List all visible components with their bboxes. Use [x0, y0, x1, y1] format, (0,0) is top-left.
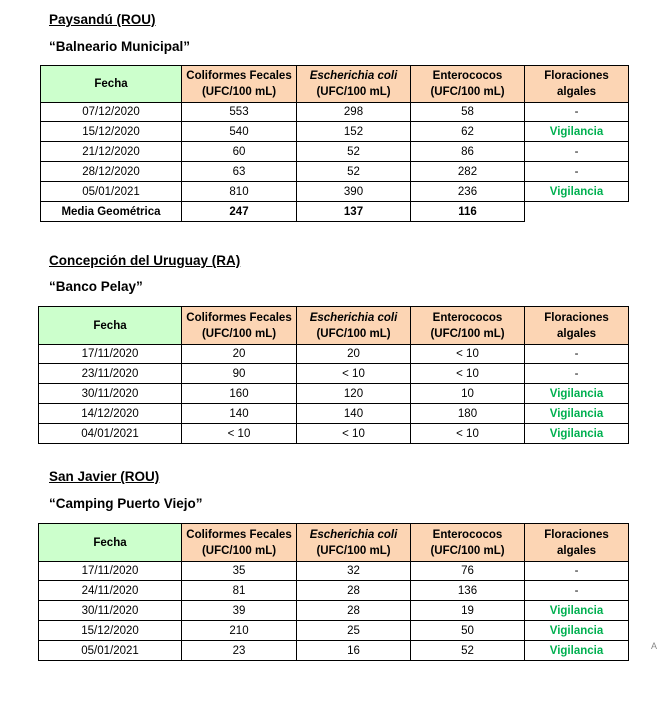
site-heading: “Banco Pelay”	[49, 279, 143, 294]
table-row	[39, 424, 629, 444]
mean-empty-cell	[525, 202, 629, 222]
table-row	[39, 581, 629, 601]
cell-fecha: 21/12/2020	[41, 142, 182, 162]
cell-fecha: 17/11/2020	[39, 345, 182, 364]
cell-enterococos: 52	[411, 641, 525, 661]
cell-enterococos: < 10	[411, 364, 525, 384]
cell-enterococos: < 10	[411, 424, 525, 444]
cell-fecha: 07/12/2020	[41, 103, 182, 122]
cell-floraciones: Vigilancia	[525, 404, 629, 424]
col-header-ecoli: Escherichia coli (UFC/100 mL)	[297, 524, 411, 562]
cell-coliformes: 63	[182, 162, 297, 182]
cell-floraciones: Vigilancia	[525, 384, 629, 404]
cell-floraciones: -	[525, 562, 629, 581]
cell-enterococos: 19	[411, 601, 525, 621]
table-row	[39, 562, 629, 581]
table-row	[41, 162, 629, 182]
cell-coliformes: < 10	[182, 424, 297, 444]
cell-coliformes: 35	[182, 562, 297, 581]
col-header-enterococos: Enterococos (UFC/100 mL)	[411, 66, 525, 103]
cell-enterococos: 282	[411, 162, 525, 182]
cell-floraciones: -	[525, 364, 629, 384]
cell-floraciones: Vigilancia	[525, 621, 629, 641]
cell-fecha: 17/11/2020	[39, 562, 182, 581]
table-row	[39, 384, 629, 404]
geometric-mean-row	[41, 202, 629, 222]
col-header-coliformes: Coliformes Fecales (UFC/100 mL)	[182, 307, 297, 345]
cell-coliformes: 140	[182, 404, 297, 424]
cell-fecha: 05/01/2021	[41, 182, 182, 202]
cell-ecoli: 140	[297, 404, 411, 424]
cell-enterococos: 236	[411, 182, 525, 202]
col-header-coliformes: Coliformes Fecales (UFC/100 mL)	[182, 524, 297, 562]
cell-ecoli: 52	[297, 162, 411, 182]
cell-coliformes: 39	[182, 601, 297, 621]
cell-enterococos: 180	[411, 404, 525, 424]
site-heading: “Camping Puerto Viejo”	[49, 496, 203, 511]
water-quality-table	[40, 65, 629, 222]
cell-floraciones: -	[525, 103, 629, 122]
cell-fecha: 14/12/2020	[39, 404, 182, 424]
cell-enterococos: < 10	[411, 345, 525, 364]
cell-fecha: 15/12/2020	[41, 122, 182, 142]
cell-ecoli: 16	[297, 641, 411, 661]
cell-enterococos: 76	[411, 562, 525, 581]
col-header-fecha: Fecha	[39, 524, 182, 562]
table-row	[39, 641, 629, 661]
cell-fecha: 24/11/2020	[39, 581, 182, 601]
col-header-floraciones: Floraciones algales	[525, 66, 629, 103]
location-heading: Concepción del Uruguay (RA)	[49, 253, 241, 268]
mean-ecoli: 137	[297, 202, 411, 222]
edge-glyph: A	[651, 641, 657, 651]
table-row	[41, 122, 629, 142]
cell-enterococos: 58	[411, 103, 525, 122]
cell-coliformes: 810	[182, 182, 297, 202]
table-header-row	[41, 66, 629, 103]
water-quality-table	[38, 306, 629, 444]
col-header-floraciones: Floraciones algales	[525, 524, 629, 562]
col-header-floraciones: Floraciones algales	[525, 307, 629, 345]
cell-ecoli: 25	[297, 621, 411, 641]
site-heading: “Balneario Municipal”	[49, 39, 191, 54]
cell-coliformes: 90	[182, 364, 297, 384]
location-heading: San Javier (ROU)	[49, 469, 160, 484]
cell-coliformes: 20	[182, 345, 297, 364]
cell-enterococos: 86	[411, 142, 525, 162]
table-row	[41, 103, 629, 122]
cell-floraciones: Vigilancia	[525, 182, 629, 202]
mean-label: Media Geométrica	[41, 202, 182, 222]
cell-coliformes: 160	[182, 384, 297, 404]
cell-floraciones: -	[525, 142, 629, 162]
cell-coliformes: 23	[182, 641, 297, 661]
cell-ecoli: 28	[297, 581, 411, 601]
table-header-row	[39, 307, 629, 345]
location-heading: Paysandú (ROU)	[49, 12, 156, 27]
water-quality-table	[38, 523, 629, 661]
cell-floraciones: -	[525, 162, 629, 182]
cell-ecoli: 298	[297, 103, 411, 122]
cell-floraciones: Vigilancia	[525, 601, 629, 621]
mean-enterococos: 116	[411, 202, 525, 222]
cell-enterococos: 50	[411, 621, 525, 641]
col-header-fecha: Fecha	[41, 66, 182, 103]
table-row	[39, 345, 629, 364]
cell-coliformes: 540	[182, 122, 297, 142]
col-header-enterococos: Enterococos (UFC/100 mL)	[411, 524, 525, 562]
table-row	[41, 142, 629, 162]
cell-ecoli: 120	[297, 384, 411, 404]
cell-coliformes: 60	[182, 142, 297, 162]
cell-coliformes: 553	[182, 103, 297, 122]
cell-ecoli: 28	[297, 601, 411, 621]
table-row	[39, 404, 629, 424]
cell-enterococos: 62	[411, 122, 525, 142]
cell-fecha: 30/11/2020	[39, 384, 182, 404]
cell-ecoli: 390	[297, 182, 411, 202]
cell-fecha: 23/11/2020	[39, 364, 182, 384]
cell-floraciones: -	[525, 581, 629, 601]
table-header-row	[39, 524, 629, 562]
cell-ecoli: 52	[297, 142, 411, 162]
cell-floraciones: Vigilancia	[525, 122, 629, 142]
cell-coliformes: 81	[182, 581, 297, 601]
cell-fecha: 05/01/2021	[39, 641, 182, 661]
cell-ecoli: < 10	[297, 424, 411, 444]
cell-ecoli: 32	[297, 562, 411, 581]
col-header-ecoli: Escherichia coli (UFC/100 mL)	[297, 66, 411, 103]
col-header-fecha: Fecha	[39, 307, 182, 345]
cell-ecoli: 152	[297, 122, 411, 142]
cell-enterococos: 136	[411, 581, 525, 601]
table-row	[41, 182, 629, 202]
cell-fecha: 30/11/2020	[39, 601, 182, 621]
col-header-ecoli: Escherichia coli (UFC/100 mL)	[297, 307, 411, 345]
cell-fecha: 04/01/2021	[39, 424, 182, 444]
cell-floraciones: Vigilancia	[525, 641, 629, 661]
col-header-coliformes: Coliformes Fecales (UFC/100 mL)	[182, 66, 297, 103]
table-row	[39, 601, 629, 621]
cell-floraciones: -	[525, 345, 629, 364]
mean-coliformes: 247	[182, 202, 297, 222]
cell-coliformes: 210	[182, 621, 297, 641]
cell-enterococos: 10	[411, 384, 525, 404]
table-row	[39, 621, 629, 641]
col-header-enterococos: Enterococos (UFC/100 mL)	[411, 307, 525, 345]
cell-fecha: 28/12/2020	[41, 162, 182, 182]
cell-fecha: 15/12/2020	[39, 621, 182, 641]
cell-floraciones: Vigilancia	[525, 424, 629, 444]
table-row	[39, 364, 629, 384]
cell-ecoli: < 10	[297, 364, 411, 384]
cell-ecoli: 20	[297, 345, 411, 364]
